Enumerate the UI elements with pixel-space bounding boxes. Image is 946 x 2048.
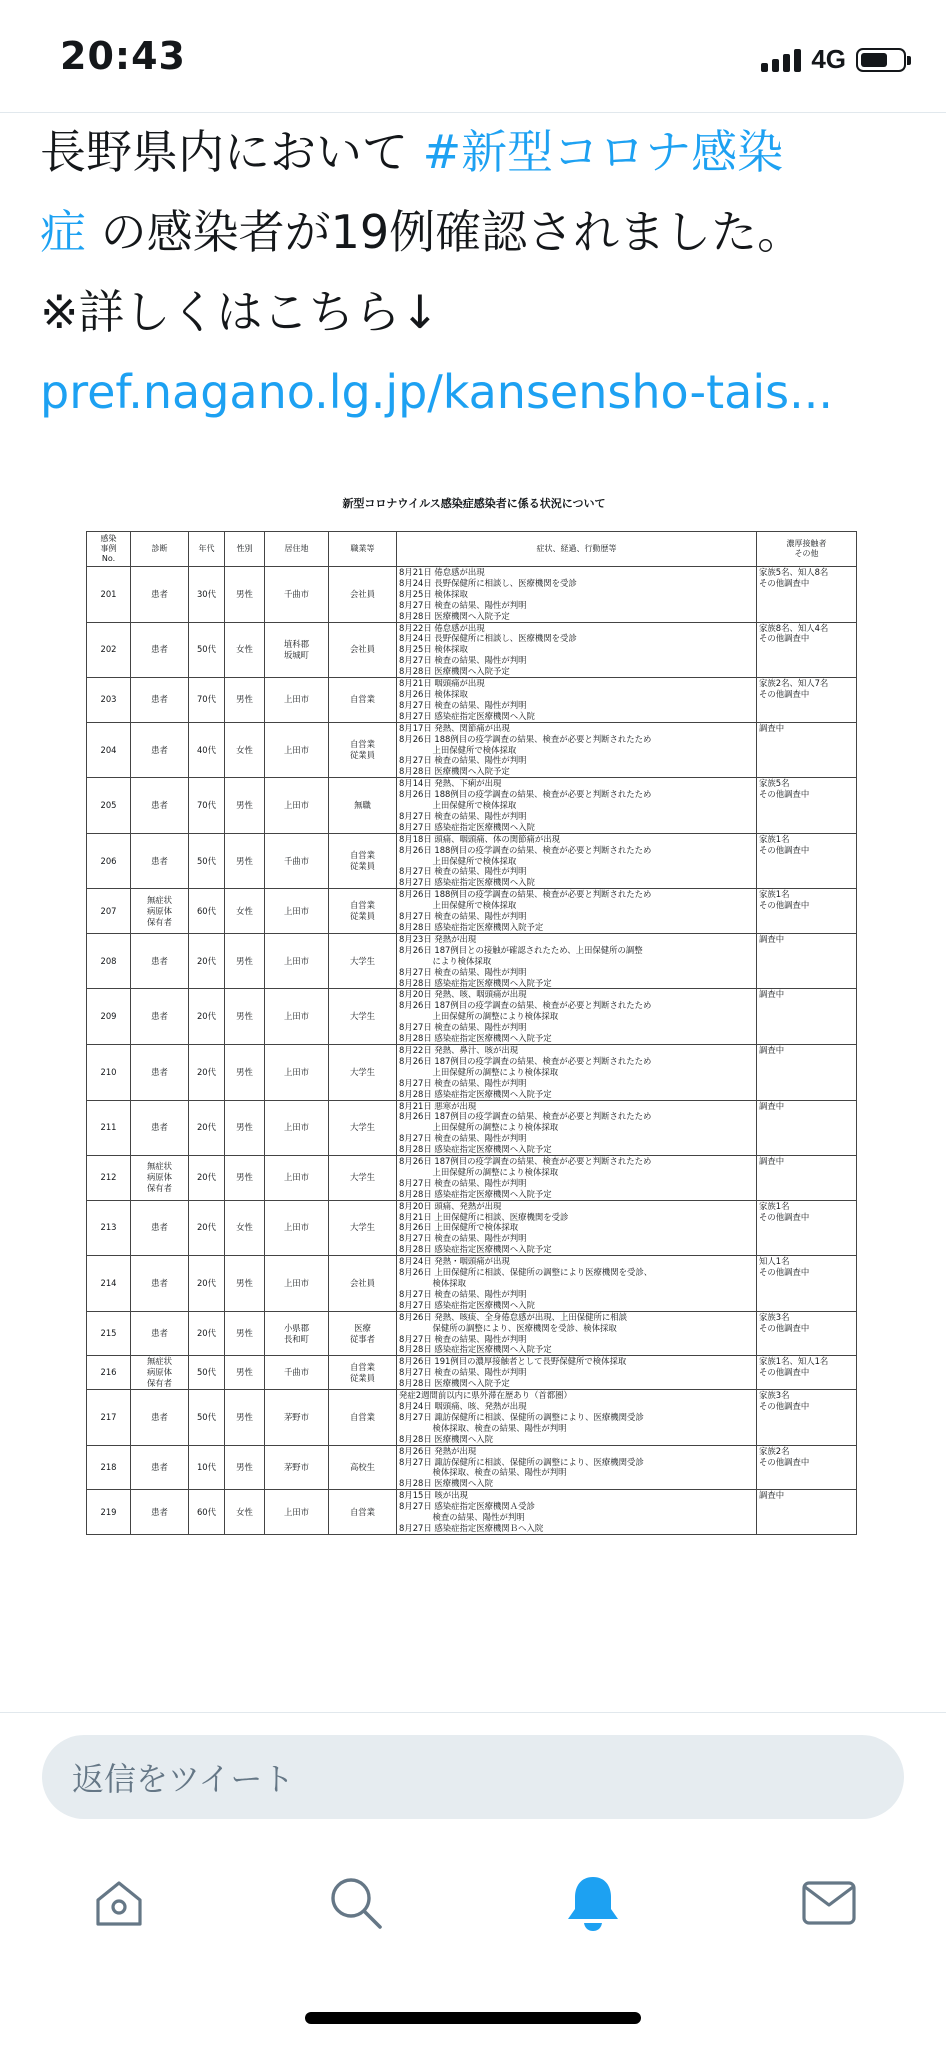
table-cell-residence: 上田市 — [265, 933, 329, 989]
table-cell-no: 202 — [87, 622, 131, 678]
table-cell-details: 8月26日 発熱が出現 8月27日 諏訪保健所に相談、保健所の調整により、医療機関受診 検体採取、検査の結果、陽性が判明 8月28日 医療機関へ入院 — [397, 1445, 757, 1490]
table-cell-details: 8月26日 191例目の濃厚接触者として長野保健所で検体採取 8月27日 検査の結果、陽性が判明 8月28日 医療機関へ入院予定 — [397, 1356, 757, 1390]
table-cell-no: 209 — [87, 989, 131, 1045]
table-cell-details: 8月21日 悪寒が出現 8月26日 187例目の疫学調査の結果、検査が必要と判断されたため 上田保健所の調整により検体採取 8月27日 検査の結果、陽性が判明 8月28日 感染症指定医療機関へ入院予定 — [397, 1100, 757, 1156]
table-header-cell: 職業等 — [329, 532, 397, 567]
table-row — [87, 678, 857, 723]
table-cell-details: 8月21日 咽頭痛が出現 8月26日 検体採取 8月27日 検査の結果、陽性が判明 8月27日 感染症指定医療機関へ入院 — [397, 678, 757, 723]
table-cell-contacts: 調査中 — [757, 1044, 857, 1100]
table-cell-details: 8月22日 発熱、鼻汁、咳が出現 8月26日 187例目の疫学調査の結果、検査が必要と判断されたため 上田保健所の調整により検体採取 8月27日 検査の結果、陽性が判明 8月28日 感染症指定医療機関へ入院予定 — [397, 1044, 757, 1100]
table-cell-contacts: 調査中 — [757, 1156, 857, 1201]
table-cell-diag: 患者 — [131, 1256, 189, 1312]
table-cell-job: 大学生 — [329, 933, 397, 989]
table-cell-contacts: 調査中 — [757, 1490, 857, 1535]
messages-icon — [801, 1879, 857, 1927]
table-cell-job: 無職 — [329, 778, 397, 834]
table-cell-no: 205 — [87, 778, 131, 834]
status-time: 20:43 — [60, 34, 186, 78]
table-cell-job: 医療 従事者 — [329, 1311, 397, 1356]
table-row — [87, 1100, 857, 1156]
table-cell-age: 60代 — [189, 889, 225, 934]
table-header-cell: 年代 — [189, 532, 225, 567]
table-cell-diag: 患者 — [131, 1100, 189, 1156]
table-cell-job: 自営業 従業員 — [329, 889, 397, 934]
table-cell-residence: 上田市 — [265, 1200, 329, 1256]
hashtag-link-continued[interactable]: 症 — [40, 205, 86, 259]
table-row — [87, 933, 857, 989]
signal-icon — [761, 48, 801, 72]
tweet-line-2 — [40, 192, 910, 272]
table-cell-job: 会社員 — [329, 567, 397, 623]
notifications-icon — [564, 1873, 622, 1933]
table-cell-sex: 女性 — [225, 722, 265, 778]
table-cell-no: 216 — [87, 1356, 131, 1390]
table-cell-details: 8月22日 倦怠感が出現 8月24日 長野保健所に相談し、医療機関を受診 8月25日 検体採取 8月27日 検査の結果、陽性が判明 8月28日 医療機関へ入院予定 — [397, 622, 757, 678]
table-cell-no: 217 — [87, 1390, 131, 1446]
table-cell-age: 20代 — [189, 1156, 225, 1201]
table-cell-diag: 患者 — [131, 678, 189, 723]
table-cell-contacts: 調査中 — [757, 989, 857, 1045]
table-row — [87, 1445, 857, 1490]
table-cell-job: 大学生 — [329, 1100, 397, 1156]
table-cell-sex: 男性 — [225, 1311, 265, 1356]
table-cell-no: 210 — [87, 1044, 131, 1100]
table-cell-no: 206 — [87, 833, 131, 889]
table-row — [87, 722, 857, 778]
table-cell-residence: 小県郡 長和町 — [265, 1311, 329, 1356]
table-cell-residence: 茅野市 — [265, 1445, 329, 1490]
tweet-line-3: ※詳しくはこちら↓ — [40, 285, 440, 339]
table-cell-sex: 男性 — [225, 778, 265, 834]
table-row — [87, 567, 857, 623]
table-cell-job: 大学生 — [329, 1044, 397, 1100]
table-header-cell: 症状、経過、行動歴等 — [397, 532, 757, 567]
table-row — [87, 1200, 857, 1256]
table-cell-sex: 女性 — [225, 622, 265, 678]
table-cell-job: 高校生 — [329, 1445, 397, 1490]
table-cell-details: 8月15日 咳が出現 8月27日 感染症指定医療機関Ａ受診 検査の結果、陽性が判明 8月27日 感染症指定医療機関Ｂへ入院 — [397, 1490, 757, 1535]
table-cell-age: 20代 — [189, 933, 225, 989]
table-cell-diag: 患者 — [131, 567, 189, 623]
bottom-nav — [0, 1870, 946, 1936]
home-icon — [92, 1876, 146, 1930]
table-cell-diag: 無症状 病原体 保有者 — [131, 1356, 189, 1390]
table-title: 新型コロナウイルス感染症感染者に係る状況について — [342, 497, 606, 510]
table-cell-no: 201 — [87, 567, 131, 623]
table-cell-no: 207 — [87, 889, 131, 934]
table-cell-details: 8月17日 発熱、関節痛が出現 8月26日 188例目の疫学調査の結果、検査が必要と判断されたため 上田保健所で検体採取 8月27日 検査の結果、陽性が判明 8月28日 医療機関へ入院予定 — [397, 722, 757, 778]
table-cell-age: 20代 — [189, 1100, 225, 1156]
nav-messages[interactable] — [796, 1870, 862, 1936]
table-cell-details: 8月18日 頭痛、咽頭痛、体の関節痛が出現 8月26日 188例目の疫学調査の結果、検査が必要と判断されたため 上田保健所で検体採取 8月27日 検査の結果、陽性が判明 8月27日 感染症指定医療機関へ入院 — [397, 833, 757, 889]
table-header-cell: 診断 — [131, 532, 189, 567]
table-cell-residence: 千曲市 — [265, 1356, 329, 1390]
tweet-text — [40, 112, 910, 432]
table-cell-contacts: 家族5名 その他調査中 — [757, 778, 857, 834]
table-row — [87, 889, 857, 934]
table-cell-diag: 患者 — [131, 622, 189, 678]
table-header-row — [87, 532, 857, 567]
table-header-cell: 濃厚接触者 その他 — [757, 532, 857, 567]
table-cell-details: 8月14日 発熱、下痢が出現 8月26日 188例目の疫学調査の結果、検査が必要と判断されたため 上田保健所で検体採取 8月27日 検査の結果、陽性が判明 8月27日 感染症指定医療機関へ入院 — [397, 778, 757, 834]
table-cell-no: 219 — [87, 1490, 131, 1535]
tweet-text-segment: の感染者が19例確認されました。 — [86, 205, 804, 259]
table-cell-age: 20代 — [189, 1200, 225, 1256]
table-row — [87, 1044, 857, 1100]
table-cell-details: 発症2週間前以内に県外滞在歴あり（首都圏） 8月24日 咽頭痛、咳、発熱が出現 8月27日 諏訪保健所に相談、保健所の調整により、医療機関受診 検体採取、検査の結果、陽性が判明 8月28日 医療機関へ入院 — [397, 1390, 757, 1446]
table-cell-contacts: 家族1名、知人1名 その他調査中 — [757, 1356, 857, 1390]
table-cell-residence: 上田市 — [265, 989, 329, 1045]
table-cell-details: 8月26日 187例目の疫学調査の結果、検査が必要と判断されたため 上田保健所の調整により検体採取 8月27日 検査の結果、陽性が判明 8月28日 感染症指定医療機関へ入院予定 — [397, 1156, 757, 1201]
table-cell-age: 50代 — [189, 1390, 225, 1446]
table-cell-diag: 患者 — [131, 989, 189, 1045]
tweet-line-1 — [40, 112, 910, 192]
table-cell-no: 213 — [87, 1200, 131, 1256]
table-cell-details: 8月21日 倦怠感が出現 8月24日 長野保健所に相談し、医療機関を受診 8月25日 検体採取 8月27日 検査の結果、陽性が判明 8月28日 医療機関へ入院予定 — [397, 567, 757, 623]
nav-search[interactable] — [323, 1870, 389, 1936]
table-cell-age: 60代 — [189, 1490, 225, 1535]
table-cell-sex: 男性 — [225, 1100, 265, 1156]
table-cell-residence: 上田市 — [265, 778, 329, 834]
table-cell-age: 20代 — [189, 1256, 225, 1312]
table-cell-contacts: 調査中 — [757, 933, 857, 989]
table-cell-no: 215 — [87, 1311, 131, 1356]
cases-table — [86, 531, 857, 1535]
table-cell-sex: 女性 — [225, 1490, 265, 1535]
table-cell-diag: 患者 — [131, 1200, 189, 1256]
status-indicators — [761, 44, 906, 75]
table-row — [87, 1311, 857, 1356]
table-cell-no: 218 — [87, 1445, 131, 1490]
tweet-media-image[interactable] — [86, 495, 862, 1690]
table-cell-age: 10代 — [189, 1445, 225, 1490]
table-cell-residence: 千曲市 — [265, 567, 329, 623]
table-cell-contacts: 家族1名 その他調査中 — [757, 1200, 857, 1256]
divider — [0, 1712, 946, 1713]
table-header-cell: 性別 — [225, 532, 265, 567]
table-cell-no: 211 — [87, 1100, 131, 1156]
network-label: 4G — [811, 44, 846, 74]
table-cell-contacts: 家族8名、知人4名 その他調査中 — [757, 622, 857, 678]
table-cell-age: 20代 — [189, 1311, 225, 1356]
table-cell-sex: 男性 — [225, 1445, 265, 1490]
table-cell-age: 50代 — [189, 1356, 225, 1390]
table-cell-job: 自営業 従業員 — [329, 1356, 397, 1390]
reply-input[interactable] — [42, 1735, 904, 1819]
table-cell-age: 50代 — [189, 622, 225, 678]
table-cell-age: 20代 — [189, 1044, 225, 1100]
table-cell-sex: 男性 — [225, 933, 265, 989]
table-cell-contacts: 家族2名 その他調査中 — [757, 1445, 857, 1490]
table-row — [87, 1356, 857, 1390]
table-cell-sex: 男性 — [225, 989, 265, 1045]
table-cell-residence: 上田市 — [265, 1100, 329, 1156]
table-cell-details: 8月20日 発熱、咳、咽頭痛が出現 8月26日 187例目の疫学調査の結果、検査が必要と判断されたため 上田保健所の調整により検体採取 8月27日 検査の結果、陽性が判明 8月28日 感染症指定医療機関へ入院予定 — [397, 989, 757, 1045]
nav-notifications[interactable] — [560, 1870, 626, 1936]
table-cell-residence: 上田市 — [265, 1490, 329, 1535]
search-icon — [327, 1874, 385, 1932]
table-cell-sex: 男性 — [225, 1044, 265, 1100]
table-cell-contacts: 家族1名 その他調査中 — [757, 889, 857, 934]
table-cell-sex: 男性 — [225, 1256, 265, 1312]
table-cell-age: 70代 — [189, 678, 225, 723]
table-cell-diag: 患者 — [131, 1390, 189, 1446]
table-cell-contacts: 家族3名 その他調査中 — [757, 1390, 857, 1446]
table-cell-job: 自営業 — [329, 1390, 397, 1446]
table-cell-sex: 男性 — [225, 678, 265, 723]
table-cell-contacts: 知人1名 その他調査中 — [757, 1256, 857, 1312]
tweet-url-link[interactable]: pref.nagano.lg.jp/kansensho-tais... — [40, 365, 833, 419]
table-cell-diag: 患者 — [131, 933, 189, 989]
table-row — [87, 1390, 857, 1446]
table-cell-no: 212 — [87, 1156, 131, 1201]
table-cell-residence: 茅野市 — [265, 1390, 329, 1446]
table-cell-contacts: 家族5名、知人8名 その他調査中 — [757, 567, 857, 623]
table-cell-sex: 男性 — [225, 1156, 265, 1201]
table-row — [87, 778, 857, 834]
table-cell-sex: 男性 — [225, 1390, 265, 1446]
table-cell-residence: 上田市 — [265, 1156, 329, 1201]
table-cell-diag: 無症状 病原体 保有者 — [131, 1156, 189, 1201]
hashtag-link[interactable]: #新型コロナ感染 — [422, 125, 784, 179]
status-bar — [0, 0, 946, 113]
table-cell-contacts: 調査中 — [757, 722, 857, 778]
table-cell-no: 204 — [87, 722, 131, 778]
table-cell-no: 203 — [87, 678, 131, 723]
reply-placeholder: 返信をツイート — [72, 1760, 295, 1798]
table-cell-diag: 患者 — [131, 1445, 189, 1490]
table-cell-residence: 千曲市 — [265, 833, 329, 889]
table-cell-sex: 女性 — [225, 1200, 265, 1256]
table-cell-details: 8月26日 188例目の疫学調査の結果、検査が必要と判断されたため 上田保健所で検体採取 8月27日 検査の結果、陽性が判明 8月28日 感染症指定医療機関入院予定 — [397, 889, 757, 934]
table-cell-job: 大学生 — [329, 989, 397, 1045]
table-cell-age: 40代 — [189, 722, 225, 778]
table-cell-residence: 上田市 — [265, 678, 329, 723]
table-header-cell: 居住地 — [265, 532, 329, 567]
table-cell-job: 大学生 — [329, 1200, 397, 1256]
table-cell-residence: 上田市 — [265, 889, 329, 934]
table-cell-age: 50代 — [189, 833, 225, 889]
table-cell-diag: 患者 — [131, 778, 189, 834]
table-cell-job: 会社員 — [329, 1256, 397, 1312]
table-cell-job: 自営業 従業員 — [329, 722, 397, 778]
table-cell-sex: 男性 — [225, 833, 265, 889]
table-cell-residence: 埴科郡 坂城町 — [265, 622, 329, 678]
table-cell-residence: 上田市 — [265, 1044, 329, 1100]
table-cell-sex: 男性 — [225, 567, 265, 623]
table-cell-diag: 患者 — [131, 1490, 189, 1535]
table-cell-sex: 男性 — [225, 1356, 265, 1390]
table-cell-sex: 女性 — [225, 889, 265, 934]
table-cell-details: 8月20日 頭痛、発熱が出現 8月21日 上田保健所に相談、医療機関を受診 8月26日 上田保健所で検体採取 8月27日 検査の結果、陽性が判明 8月28日 感染症指定医療機関へ入院予定 — [397, 1200, 757, 1256]
table-cell-job: 自営業 従業員 — [329, 833, 397, 889]
table-cell-residence: 上田市 — [265, 1256, 329, 1312]
table-cell-diag: 患者 — [131, 722, 189, 778]
table-cell-age: 30代 — [189, 567, 225, 623]
table-header-cell: 感染 事例 No. — [87, 532, 131, 567]
table-cell-job: 大学生 — [329, 1156, 397, 1201]
table-cell-no: 214 — [87, 1256, 131, 1312]
table-cell-contacts: 家族2名、知人7名 その他調査中 — [757, 678, 857, 723]
table-row — [87, 1490, 857, 1535]
table-cell-diag: 患者 — [131, 833, 189, 889]
table-row — [87, 1156, 857, 1201]
tweet-text-segment: 長野県内において — [40, 125, 423, 179]
table-cell-details: 8月24日 発熱・咽頭痛が出現 8月26日 上田保健所に相談、保健所の調整により医療機関を受診、 検体採取 8月27日 検査の結果、陽性が判明 8月27日 感染症指定医療機関へ入院 — [397, 1256, 757, 1312]
table-cell-details: 8月26日 発熱、咳痰、全身倦怠感が出現、上田保健所に相談 保健所の調整により、医療機関を受診、検体採取 8月27日 検査の結果、陽性が判明 8月28日 感染症指定医療機関へ入院予定 — [397, 1311, 757, 1356]
table-cell-age: 20代 — [189, 989, 225, 1045]
table-row — [87, 622, 857, 678]
table-row — [87, 1256, 857, 1312]
table-cell-job: 自営業 — [329, 1490, 397, 1535]
table-cell-diag: 患者 — [131, 1044, 189, 1100]
table-cell-contacts: 家族1名 その他調査中 — [757, 833, 857, 889]
nav-home[interactable] — [86, 1870, 152, 1936]
home-indicator — [305, 2012, 641, 2024]
table-body — [87, 567, 857, 1535]
table-cell-residence: 上田市 — [265, 722, 329, 778]
table-cell-contacts: 家族3名 その他調査中 — [757, 1311, 857, 1356]
table-cell-age: 70代 — [189, 778, 225, 834]
battery-icon — [856, 48, 906, 72]
table-cell-job: 自営業 — [329, 678, 397, 723]
table-cell-diag: 患者 — [131, 1311, 189, 1356]
table-cell-contacts: 調査中 — [757, 1100, 857, 1156]
table-row — [87, 989, 857, 1045]
table-cell-no: 208 — [87, 933, 131, 989]
table-cell-details: 8月23日 発熱が出現 8月26日 187例目との接触が確認されたため、上田保健所の調整 により検体採取 8月27日 検査の結果、陽性が判明 8月28日 感染症指定医療機関へ入院予定 — [397, 933, 757, 989]
table-cell-job: 会社員 — [329, 622, 397, 678]
table-cell-diag: 無症状 病原体 保有者 — [131, 889, 189, 934]
table-row — [87, 833, 857, 889]
